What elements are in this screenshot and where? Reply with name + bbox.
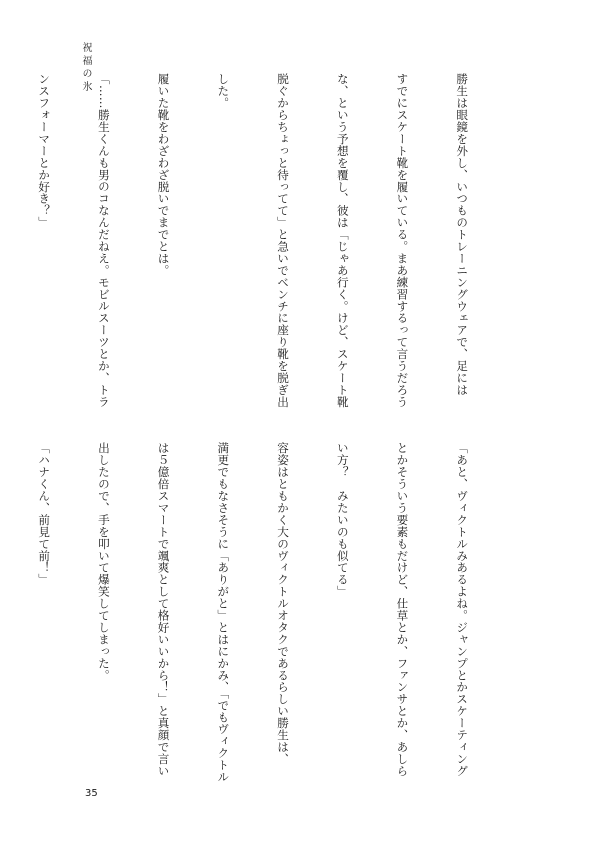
- text-line: 出したので、手を叩いて爆笑してしまった。: [96, 442, 111, 681]
- text-line: とかそういう要素もだけど、仕草とか、ファンサとか、あしら: [395, 442, 410, 777]
- text-line: 容姿はともかく大のヴィクトルオタクであるらしい勝生は、: [276, 442, 291, 765]
- text-line: すでにスケート靴を履いている。まあ練習するって言うだろう: [395, 73, 410, 408]
- page-number: 35: [85, 788, 98, 799]
- text-line: した。: [216, 73, 231, 109]
- text-line: 履いた靴をわざわざ脱いでまでとは。: [156, 73, 171, 277]
- text-line: は５億倍スマートで颯爽として格好いいから！」と真顔で言い: [156, 442, 171, 777]
- running-title: 祝福の氷: [80, 42, 91, 94]
- text-block-top: [37, 73, 511, 408]
- text-line: 勝生は眼鏡を外し、いつものトレーニングウェアで、足には: [455, 73, 470, 396]
- text-line: 「……勝生くんも男のコなんだねえ。モビルスーツとか、トラ: [96, 73, 111, 408]
- text-line: 脱ぐからちょっと待ってて」と急いでベンチに座り靴を脱ぎ出: [276, 73, 291, 408]
- text-line: 満更でもなさそうに「ありがと」とはにかみ、「でもヴィクトル: [216, 442, 231, 783]
- text-line: 「あと、ヴィクトルみあるよね。ジャンプとかスケーティング: [455, 442, 470, 777]
- text-line: い方？ みたいのも似てる」: [335, 442, 350, 598]
- text-line: な、という予想を覆し、彼は「じゃあ行く。けど、スケート靴: [335, 73, 350, 408]
- text-block-bottom: [37, 442, 511, 783]
- text-line: ンスフォーマーとか好き？」: [37, 73, 52, 229]
- text-line: 「ハナくん、前見て前！」: [37, 442, 52, 586]
